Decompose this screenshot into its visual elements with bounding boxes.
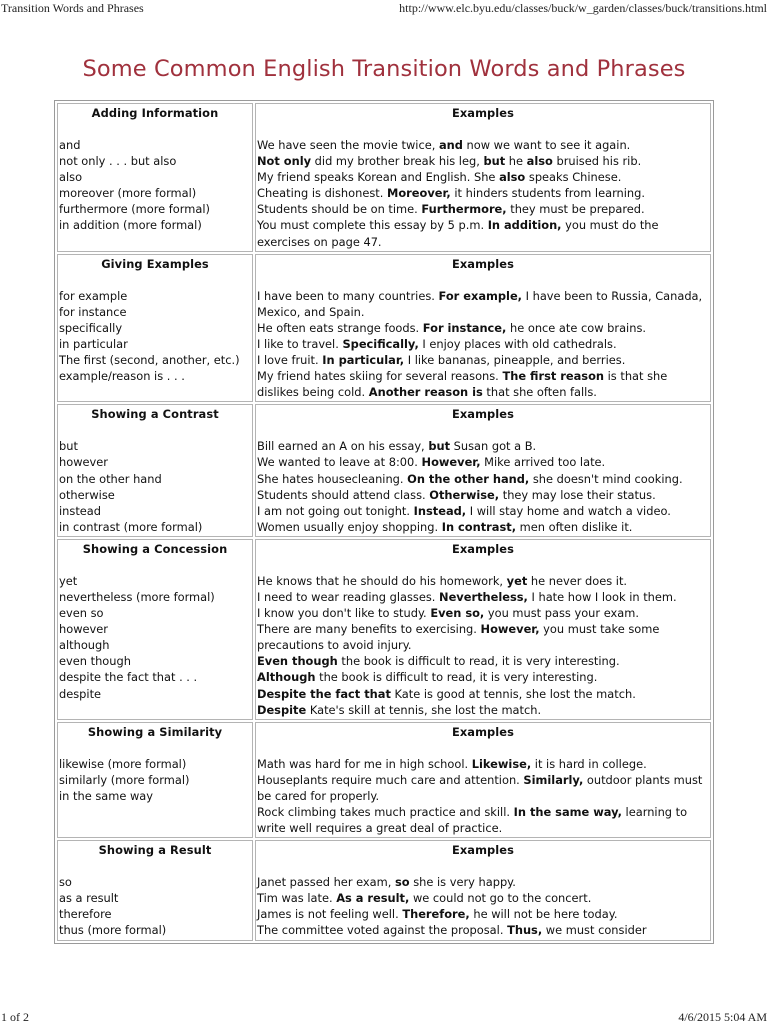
section-row	[57, 103, 711, 252]
category-heading: Giving Examples	[101, 256, 209, 271]
transition-word-list	[59, 874, 251, 938]
transition-word: even so	[59, 606, 104, 621]
page-number: 1 of 2	[1, 1010, 29, 1024]
category-heading: Showing a Similarity	[87, 724, 223, 739]
transition-word: therefore	[59, 907, 112, 922]
category-cell	[57, 254, 253, 403]
category-heading: Adding Information	[91, 106, 219, 120]
transition-word: but	[59, 439, 78, 454]
examples-heading: Examples	[451, 106, 515, 120]
example-sentences: He knows that he should do his homework, yet he never does it. I need to wear reading glasses. Nevertheless, I hate how I look in them. I know you don't like to study. Even so, you must pass your exam. There are many benefits to exercising. However, you must take some precautions to avoid injury. Even though the book is difficult to read, it is very interesting. Although the book is difficult to read, it is very interesting. Despite the fact that Kate is good at tennis, she lost the match. Despite Kate's skill at tennis, she lost the match.	[257, 573, 677, 717]
examples-cell	[255, 404, 711, 537]
examples-heading: Examples	[451, 541, 515, 556]
print-datetime: 4/6/2015 5:04 AM	[678, 1010, 767, 1024]
transition-word-list	[59, 756, 251, 804]
transition-word: thus (more formal)	[59, 923, 167, 938]
transition-word: for instance	[59, 304, 127, 319]
examples-cell	[255, 254, 711, 403]
category-cell	[57, 404, 253, 537]
example-sentences: I have been to many countries. For example, I have been to Russia, Canada, Mexico, and Spain. He often eats strange foods. For instance, he once ate cow brains. I like to travel. Specifically, I enjoy places with old cathedrals. I love fruit. In particular, I like bananas, pineapple, and berries. My friend hates skiing for several reasons. The first reason is that she dislikes being cold. Another reason is that she often falls.	[257, 288, 703, 400]
transition-word: in particular	[59, 336, 128, 351]
transition-word-list	[59, 573, 251, 702]
examples-heading: Examples	[451, 407, 515, 422]
category-cell	[57, 722, 253, 838]
transition-word-list	[59, 288, 251, 385]
transition-word: although	[59, 638, 110, 653]
examples-heading: Examples	[451, 843, 515, 858]
transition-word: instead	[59, 503, 102, 518]
transition-word: moreover (more formal)	[59, 186, 197, 201]
print-footer	[0, 1010, 768, 1024]
example-sentences: Math was hard for me in high school. Likewise, it is hard in college. Houseplants require much care and attention. Similarly, outdoor plants must be cared for properly. Rock climbing takes much practice and skill. In the same way, learning to write well requires a great deal of practice.	[257, 756, 703, 836]
section-row	[57, 840, 711, 940]
transition-word: The first (second, another, etc.) example/reason is . . .	[59, 353, 240, 384]
category-cell	[57, 840, 253, 940]
transition-word: for example	[59, 288, 128, 303]
transition-word-list	[59, 438, 251, 535]
transition-word: even though	[59, 654, 131, 669]
transition-word: in contrast (more formal)	[59, 519, 203, 534]
transition-word: in the same way	[59, 788, 153, 803]
category-heading: Showing a Contrast	[91, 407, 219, 422]
section-row	[57, 254, 711, 403]
category-heading: Showing a Concession	[82, 541, 228, 556]
category-cell	[57, 103, 253, 252]
examples-cell	[255, 103, 711, 252]
example-sentences: Janet passed her exam, so she is very happy. Tim was late. As a result, we could not go to the concert. James is not feeling well. Therefore, he will not be here today. The committee voted against the proposal. Thus, we must consider	[257, 875, 647, 938]
transition-word: despite the fact that . . .	[59, 670, 198, 685]
transition-word: otherwise	[59, 487, 115, 502]
transition-word: on the other hand	[59, 471, 162, 486]
transition-word: so	[59, 875, 72, 890]
transitions-table	[54, 100, 714, 944]
transition-word: despite	[59, 686, 102, 701]
example-sentences: We have seen the movie twice, and now we want to see it again. Not only did my brother break his leg, but he also bruised his rib. My friend speaks Korean and English. She also speaks Chinese. Cheating is dishonest. Moreover, it hinders students from learning. Students should be on time. Furthermore, they must be prepared. You must complete this essay by 5 p.m. In addition, you must do the exercises on page 47.	[257, 138, 659, 249]
examples-heading: Examples	[451, 724, 515, 739]
transition-word: yet	[59, 573, 78, 588]
transition-word: nevertheless (more formal)	[59, 589, 215, 604]
transition-word: however	[59, 455, 108, 470]
category-cell	[57, 539, 253, 720]
transition-word: furthermore (more formal)	[59, 202, 210, 217]
transition-word-list	[59, 137, 251, 234]
transition-word: as a result	[59, 891, 119, 906]
section-row	[57, 539, 711, 720]
transition-word: and	[59, 138, 81, 152]
transition-word: in addition (more formal)	[59, 218, 202, 233]
category-heading: Showing a Result	[98, 843, 212, 858]
examples-heading: Examples	[451, 256, 515, 271]
print-title: Transition Words and Phrases	[1, 1, 144, 15]
section-row	[57, 722, 711, 838]
section-row	[57, 404, 711, 537]
transition-word: specifically	[59, 320, 123, 335]
examples-cell	[255, 539, 711, 720]
transition-word: similarly (more formal)	[59, 772, 190, 787]
examples-cell	[255, 722, 711, 838]
examples-cell	[255, 840, 711, 940]
transition-word: also	[59, 170, 83, 185]
transition-word: not only . . . but also	[59, 154, 177, 169]
transition-word: however	[59, 622, 108, 637]
transition-word: likewise (more formal)	[59, 756, 187, 771]
print-url: http://www.elc.byu.edu/classes/buck/w_garden/classes/buck/transitions.html	[399, 1, 767, 15]
example-sentences: Bill earned an A on his essay, but Susan got a B. We wanted to leave at 8:00. However, Mike arrived too late. She hates housecleaning. On the other hand, she doesn't mind cooking. Students should attend class. Otherwise, they may lose their status. I am not going out tonight. Instead, I will stay home and watch a video. Women usually enjoy shopping. In contrast, men often dislike it.	[257, 439, 683, 534]
print-header	[0, 1, 768, 17]
page-title: Some Common English Transition Words and Phrases	[82, 56, 686, 82]
